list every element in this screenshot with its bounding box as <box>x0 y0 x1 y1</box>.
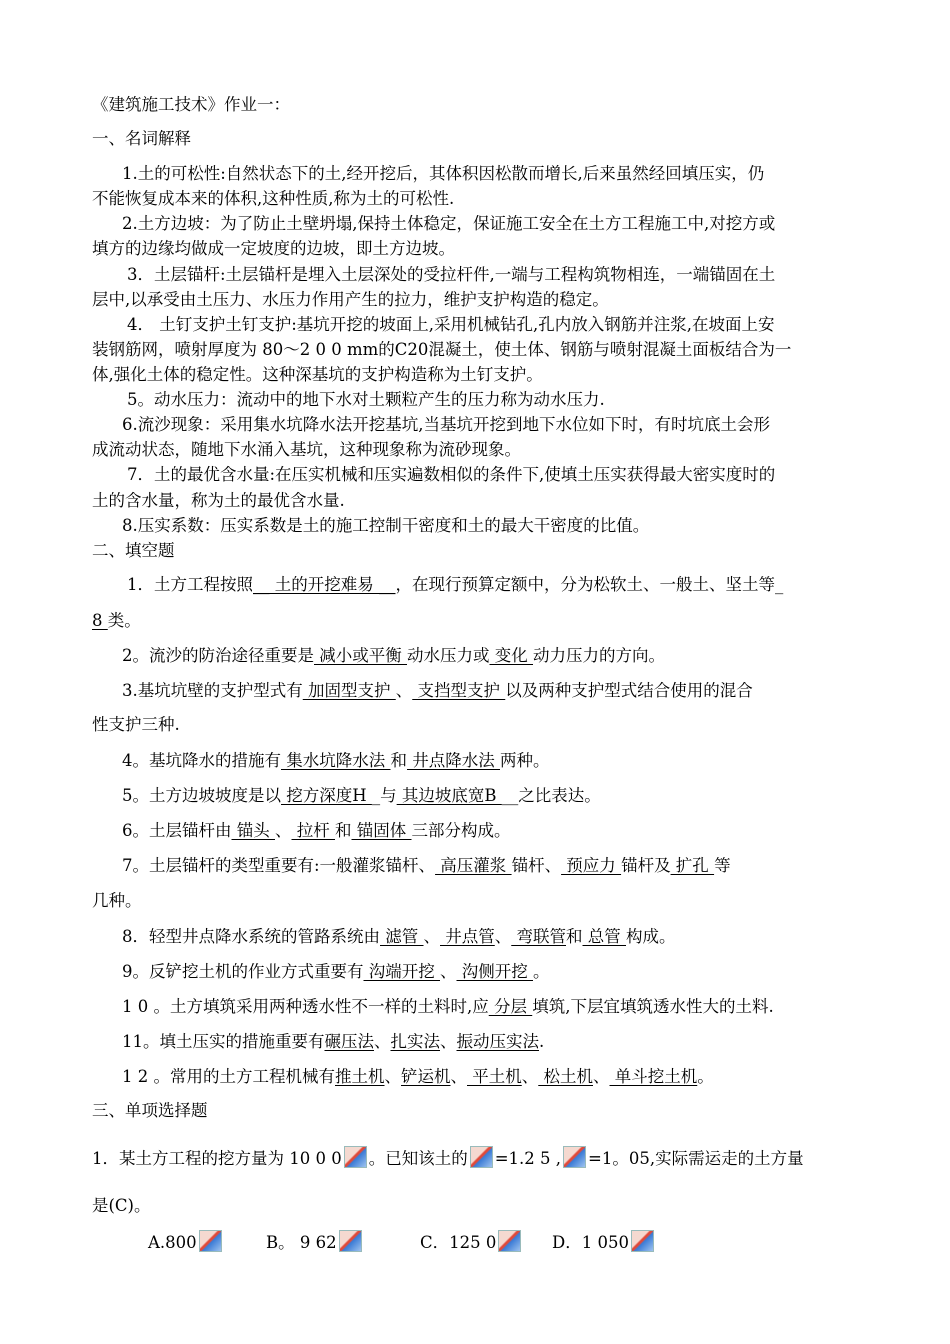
choice-question-1-cont: 是(C)。 <box>92 1196 151 1215</box>
document-title: 《建筑施工技术》作业一： <box>92 95 290 114</box>
option-a: A.800 <box>148 1230 224 1254</box>
section-heading-2: 二、填空题 <box>92 541 175 560</box>
paragraph-line: 4． 土钉支护土钉支护:基坑开挖的坡面上,采用机械钻孔,孔内放入钢筋并注浆,在坡面上安 <box>127 315 775 334</box>
formula-image-icon <box>563 1146 586 1168</box>
fill-question-7: 7。土层锚杆的类型重要有:一般灌浆锚杆、 高压灌浆 锚杆、 预应力 锚杆及 扩孔 等 <box>122 856 731 875</box>
paragraph-line: 5。动水压力：流动中的地下水对土颗粒产生的压力称为动水压力. <box>127 390 605 409</box>
paragraph-line: 6.流沙现象：采用集水坑降水法开挖基坑,当基坑开挖到地下水位如下时，有时坑底土会形 <box>122 415 770 434</box>
paragraph-line: 2.土方边坡：为了防止土壁坍塌,保持土体稳定，保证施工安全在土方工程施工中,对挖方或 <box>122 214 776 233</box>
fill-question-4: 4。基坑降水的措施有 集水坑降水法 和 井点降水法 两种。 <box>122 751 550 770</box>
option-d: D．1 050 <box>552 1230 656 1254</box>
fill-question-3: 3.基坑坑壁的支护型式有 加固型支护 、 支挡型支护 以及两种支护型式结合使用的混合 <box>122 681 753 700</box>
paragraph-line: 3．土层锚杆:土层锚杆是埋入土层深处的受拉杆件,一端与工程构筑物相连，一端锚固在土 <box>127 265 776 284</box>
paragraph-line: 体,强化土体的稳定性。这种深基坑的支护构造称为土钉支护。 <box>92 365 543 384</box>
fill-question-7-cont: 几种。 <box>92 891 142 910</box>
option-b: B。 9 62 <box>266 1230 364 1254</box>
section-heading-1: 一、名词解释 <box>92 129 191 148</box>
paragraph-line: 不能恢复成本来的体积,这种性质,称为土的可松性. <box>92 189 455 208</box>
paragraph-line: 装钢筋网，喷射厚度为 80～2 0 0 mm的C20混凝土，使土体、钢筋与喷射混凝土面板结合为一 <box>92 340 792 359</box>
formula-image-icon <box>498 1230 521 1252</box>
option-c: C．125 0 <box>420 1230 523 1254</box>
fill-question-9: 9。反铲挖土机的作业方式重要有 沟端开挖 、 沟侧开挖 。 <box>122 962 550 981</box>
fill-question-3-cont: 性支护三种. <box>92 715 180 734</box>
fill-question-5: 5。土方边坡坡度是以 挖方深度H _与 其边坡底宽B __之比表达。 <box>122 786 601 805</box>
paragraph-line: 1.土的可松性:自然状态下的土,经开挖后，其体积因松散而增长,后来虽然经回填压实，仍 <box>122 164 765 183</box>
paragraph-line: 层中,以承受由土压力、水压力作用产生的拉力，维护支护构造的稳定。 <box>92 290 609 309</box>
fill-question-6: 6。土层锚杆由 锚头 、 拉杆 和 锚固体 三部分构成。 <box>122 821 511 840</box>
paragraph-line: 8.压实系数：压实系数是土的施工控制干密度和土的最大干密度的比值。 <box>122 516 650 535</box>
fill-question-1-cont: 8 类。 <box>92 611 141 630</box>
fill-question-1: 1．土方工程按照__ 土的开挖难易 __，在现行预算定额中，分为松软土、一般土、坚土等_ <box>127 575 784 594</box>
fill-question-11: 11。填土压实的措施重要有碾压法、扎实法、振动压实法. <box>122 1032 545 1051</box>
formula-image-icon <box>344 1146 367 1168</box>
formula-image-icon <box>470 1146 493 1168</box>
paragraph-line: 土的含水量，称为土的最优含水量. <box>92 491 345 510</box>
fill-question-2: 2。流沙的防治途径重要是 减小或平衡 动水压力或 变化 动力压力的方向。 <box>122 646 665 665</box>
fill-question-10: 1 0 。土方填筑采用两种透水性不一样的土料时,应 分层 填筑,下层宜填筑透水性大的土料. <box>122 997 774 1016</box>
formula-image-icon <box>631 1230 654 1252</box>
paragraph-line: 填方的边缘均做成一定坡度的边坡，即土方边坡。 <box>92 239 455 258</box>
fill-question-8: 8．轻型井点降水系统的管路系统由 滤管 、 井点管、 弯联管和 总管 构成。 <box>122 927 676 946</box>
choice-question-1: 1．某土方工程的挖方量为 10 0 0 。已知该土的 =1.2 5 , =1。05,实际需运走的土方量 <box>0 1146 950 1170</box>
formula-image-icon <box>339 1230 362 1252</box>
formula-image-icon <box>199 1230 222 1252</box>
paragraph-line: 成流动状态，随地下水涌入基坑，这种现象称为流砂现象。 <box>92 440 521 459</box>
paragraph-line: 7．土的最优含水量:在压实机械和压实遍数相似的条件下,使填土压实获得最大密实度时的 <box>127 465 776 484</box>
section-heading-3: 三、单项选择题 <box>92 1101 208 1120</box>
fill-question-12: 1 2 。常用的土方工程机械有推土机、铲运机、 平土机、 松土机、 单斗挖土机。 <box>122 1067 714 1086</box>
